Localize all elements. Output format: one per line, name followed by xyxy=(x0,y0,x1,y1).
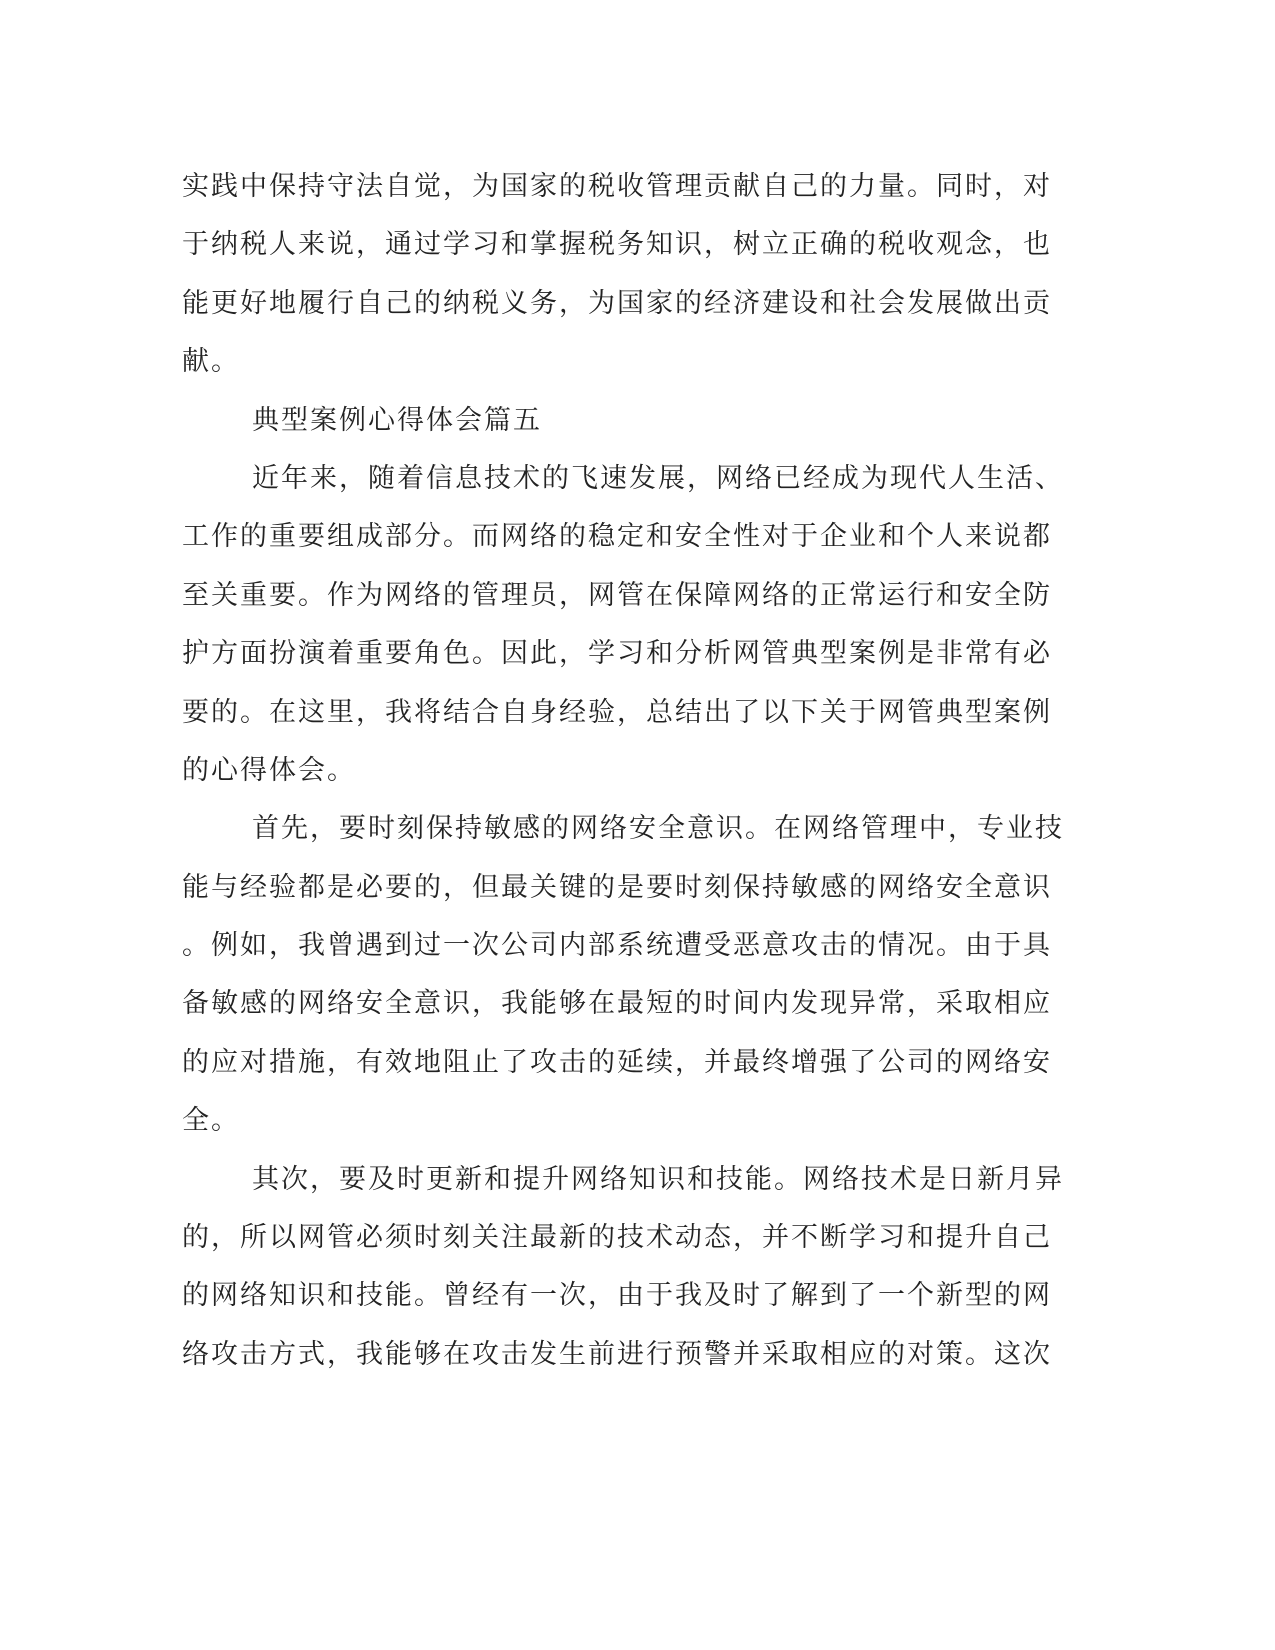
text-line: 的心得体会。 xyxy=(182,754,356,786)
text-line: 络攻击方式，我能够在攻击发生前进行预警并采取相应的对策。这次 xyxy=(182,1338,1052,1370)
text-line: 备敏感的网络安全意识，我能够在最短的时间内发现异常，采取相应 xyxy=(182,988,1052,1020)
text-line: 首先，要时刻保持敏感的网络安全意识。在网络管理中，专业技 xyxy=(252,813,1064,845)
text-line: 护方面扮演着重要角色。因此，学习和分析网管典型案例是非常有必 xyxy=(182,638,1052,670)
text-line: 至关重要。作为网络的管理员，网管在保障网络的正常运行和安全防 xyxy=(182,579,1052,611)
text-line: 。例如，我曾遇到过一次公司内部系统遭受恶意攻击的情况。由于具 xyxy=(182,930,1052,962)
document-body xyxy=(182,158,1064,1384)
text-line: 其次，要及时更新和提升网络知识和技能。网络技术是日新月异 xyxy=(252,1163,1064,1195)
text-line: 的应对措施，有效地阻止了攻击的延续，并最终增强了公司的网络安 xyxy=(182,1046,1052,1078)
section-heading: 典型案例心得体会篇五 xyxy=(252,404,542,436)
text-line: 全。 xyxy=(182,1105,240,1137)
text-line: 近年来，随着信息技术的飞速发展，网络已经成为现代人生活、 xyxy=(252,462,1064,494)
text-line: 的网络知识和技能。曾经有一次，由于我及时了解到了一个新型的网 xyxy=(182,1280,1052,1312)
text-line: 献。 xyxy=(182,346,240,378)
text-line: 工作的重要组成部分。而网络的稳定和安全性对于企业和个人来说都 xyxy=(182,521,1052,553)
text-line: 能更好地履行自己的纳税义务，为国家的经济建设和社会发展做出贡 xyxy=(182,287,1052,319)
text-line: 能与经验都是必要的，但最关键的是要时刻保持敏感的网络安全意识 xyxy=(182,871,1052,903)
text-line: 实践中保持守法自觉，为国家的税收管理贡献自己的力量。同时，对 xyxy=(182,171,1052,202)
text-line: 于纳税人来说，通过学习和掌握税务知识，树立正确的税收观念，也 xyxy=(182,229,1052,261)
text-line: 要的。在这里，我将结合自身经验，总结出了以下关于网管典型案例 xyxy=(182,696,1052,728)
text-line: 的，所以网管必须时刻关注最新的技术动态，并不断学习和提升自己 xyxy=(182,1222,1052,1254)
